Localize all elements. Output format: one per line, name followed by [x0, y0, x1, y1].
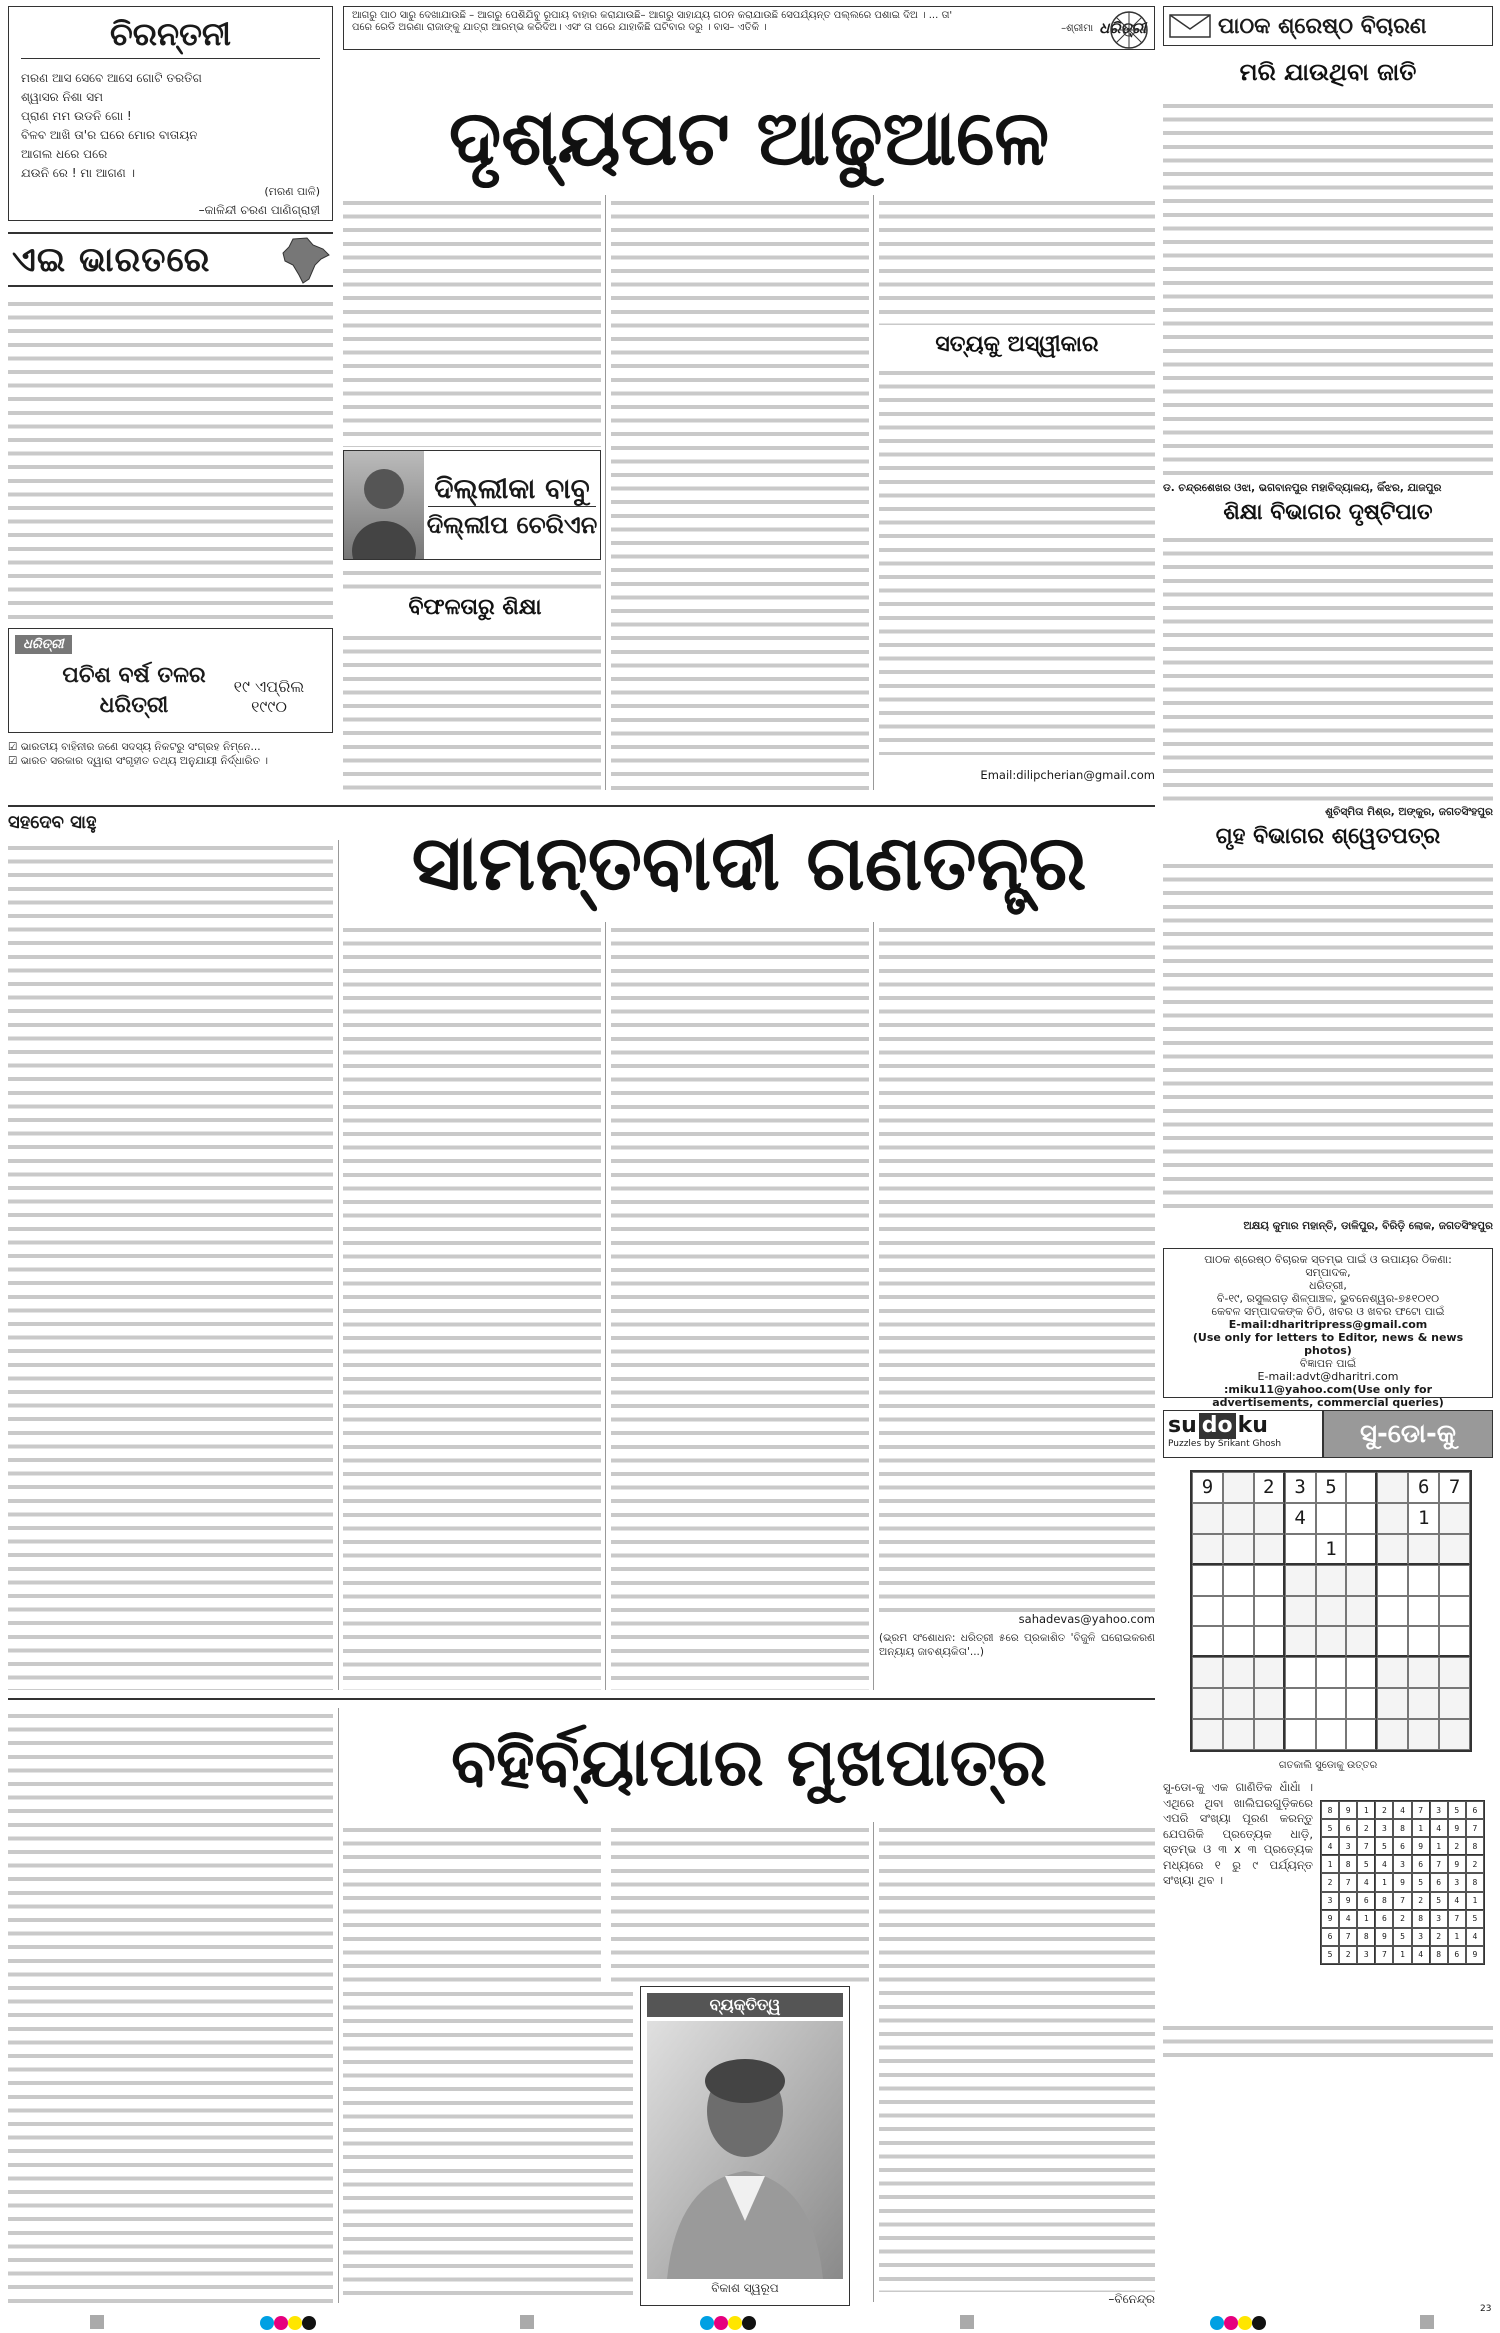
- sudoku-cell: 7: [1357, 1837, 1375, 1855]
- sudoku-cell[interactable]: [1223, 1534, 1254, 1565]
- yellow-dot: [1238, 2316, 1252, 2330]
- cyan-dot: [260, 2316, 274, 2330]
- sudoku-cell: 2: [1393, 1910, 1411, 1928]
- sudoku-cell[interactable]: [1285, 1626, 1316, 1657]
- sudoku-cell: 4: [1357, 1873, 1375, 1891]
- sudoku-cell[interactable]: [1316, 1503, 1347, 1534]
- sudoku-cell[interactable]: [1316, 1688, 1347, 1719]
- lead-column-1: [343, 195, 601, 447]
- sudoku-cell: 5: [1466, 1910, 1484, 1928]
- sudoku-logo-ku: ku: [1237, 1413, 1268, 1438]
- sahadeba-col-1: [8, 840, 333, 1690]
- sudoku-cell[interactable]: [1408, 1596, 1439, 1627]
- sudoku-logo-do: do: [1199, 1413, 1236, 1439]
- bottom-col-3: [611, 1822, 869, 1982]
- sudoku-cell[interactable]: [1192, 1596, 1223, 1627]
- bottom-headline: ବହିର୍ବ୍ୟାପାର ମୁଖପାତ୍ର: [451, 1724, 1047, 1801]
- sudoku-cell: 2: [1321, 1873, 1339, 1891]
- sudoku-cell: 2: [1448, 1837, 1466, 1855]
- byline: ଦିଲ୍ଲୀପ ଚେରିଏନ: [426, 510, 598, 539]
- sudoku-cell: 6: [1466, 1801, 1484, 1819]
- sudoku-cell: 8: [1466, 1837, 1484, 1855]
- sudoku-cell[interactable]: [1377, 1596, 1408, 1627]
- sun-wheel-icon: [1104, 8, 1154, 52]
- sudoku-cell[interactable]: [1254, 1657, 1285, 1688]
- sudoku-cell[interactable]: [1192, 1503, 1223, 1534]
- sudoku-cell[interactable]: [1377, 1472, 1408, 1503]
- columnist-box: [343, 450, 601, 560]
- letter1-title: ମରି ଯାଉଥିବା ଜାତି: [1239, 58, 1417, 86]
- sudoku-cell[interactable]: [1316, 1657, 1347, 1688]
- sudoku-cell: 4: [1448, 1892, 1466, 1910]
- sudoku-cell: 9: [1321, 1910, 1339, 1928]
- sudoku-cell[interactable]: [1346, 1596, 1377, 1627]
- lead-column-3: [879, 195, 1155, 325]
- poem-line: ଶ୍ୱାସର ନିଶା ସମ: [21, 90, 104, 104]
- sudoku-cell[interactable]: 1: [1316, 1534, 1347, 1565]
- sudoku-credit: Puzzles by Srikant Ghosh: [1168, 1439, 1282, 1449]
- yellow-dot: [728, 2316, 742, 2330]
- sudoku-notice: [1163, 2020, 1493, 2066]
- masthead-quote-box: [343, 6, 1155, 50]
- bottom-col-2b: [343, 1986, 633, 2303]
- sudoku-cell: 7: [1448, 1910, 1466, 1928]
- sudoku-cell: 8: [1321, 1801, 1339, 1819]
- sudoku-cell[interactable]: [1439, 1626, 1470, 1657]
- sudoku-cell[interactable]: [1377, 1626, 1408, 1657]
- sudoku-cell: 3: [1357, 1946, 1375, 1964]
- color-dots: [260, 2315, 316, 2333]
- sudoku-cell: 7: [1412, 1801, 1430, 1819]
- letter2-sign: ଶୁଚିସ୍ମିତା ମିଶ୍ର, ଅଙ୍କୁର, ଜଗତସିଂହପୁର: [1325, 806, 1493, 818]
- anniv-date: ୧୯ ଏପ୍ରିଲ ୧୯୯୦: [233, 677, 305, 716]
- sudoku-cell[interactable]: [1346, 1719, 1377, 1750]
- sudoku-cell: 1: [1357, 1801, 1375, 1819]
- sudoku-cell[interactable]: [1346, 1565, 1377, 1596]
- sudoku-cell: 5: [1357, 1855, 1375, 1873]
- lead-column-3b: [879, 365, 1155, 755]
- sudoku-cell: 9: [1412, 1837, 1430, 1855]
- profile-photo-box: [640, 1986, 850, 2306]
- contact-line: କେବଳ ସମ୍ପାଦକଙ୍କ ଚିଠି, ଖବର ଓ ଖବର ଫଟୋ ପାଇଁ: [1211, 1305, 1445, 1318]
- sudoku-cell: 9: [1375, 1928, 1393, 1946]
- sudoku-cell[interactable]: [1377, 1688, 1408, 1719]
- sudoku-cell[interactable]: [1254, 1688, 1285, 1719]
- sudoku-title: ସୁ-ଡୋ-କୁ: [1323, 1410, 1493, 1458]
- grey-swatch: [1420, 2315, 1434, 2329]
- contact-paper: ଧରିତ୍ରୀ,: [1309, 1279, 1347, 1292]
- sudoku-cell[interactable]: [1223, 1626, 1254, 1657]
- letter1-body: [1163, 98, 1493, 480]
- sudoku-cell[interactable]: 2: [1254, 1472, 1285, 1503]
- sudoku-cell: 3: [1321, 1892, 1339, 1910]
- sudoku-cell: 8: [1393, 1819, 1411, 1837]
- sudoku-cell[interactable]: [1408, 1719, 1439, 1750]
- contact-email-editor[interactable]: E-mail:dharitripress@gmail.com: [1228, 1318, 1428, 1331]
- sudoku-cell[interactable]: [1192, 1688, 1223, 1719]
- profile-caption: ବିକାଶ ସ୍ୱରୂପ: [711, 2281, 779, 2295]
- profile-photo: [647, 2021, 843, 2279]
- anniversary-box: [8, 628, 333, 733]
- letter3-sign: ଅକ୍ଷୟ କୁମାର ମହାନ୍ତି, ଡାଳିପୁର, ବିରିଡ଼ି ଲୋକ, ଜଗତସିଂହପୁର: [1243, 1220, 1493, 1232]
- sudoku-cell: 1: [1321, 1855, 1339, 1873]
- sudoku-cell[interactable]: [1439, 1534, 1470, 1565]
- color-dots: [1210, 2315, 1266, 2333]
- sudoku-cell[interactable]: [1192, 1719, 1223, 1750]
- sudoku-cell: 2: [1339, 1946, 1357, 1964]
- bottom-col-2a: [343, 1822, 601, 1982]
- sudoku-cell: 4: [1375, 1855, 1393, 1873]
- section-title: ଏଇ ଭାରତରେ: [12, 239, 211, 280]
- sudoku-cell: 6: [1393, 1837, 1411, 1855]
- sudoku-cell[interactable]: [1192, 1657, 1223, 1688]
- sudoku-cell: 3: [1412, 1928, 1430, 1946]
- sahadeba-correction: (ଭ୍ରମ ସଂଶୋଧନ: ଧରିତ୍ରୀ ୫ରେ ପ୍ରକାଶିତ 'ବିଜୁଳି ଘରୋଇକରଣ ଅନ୍ୟାୟ ଜାବଶ୍ୟକିତା'...): [879, 1632, 1155, 1658]
- sudoku-cell: 3: [1339, 1837, 1357, 1855]
- sudoku-header: [1163, 1410, 1493, 1458]
- sudoku-cell[interactable]: 5: [1316, 1472, 1347, 1503]
- sudoku-cell: 5: [1430, 1892, 1448, 1910]
- sahadeba-email: sahadevas@yahoo.com: [1018, 1612, 1155, 1626]
- sudoku-cell[interactable]: [1285, 1565, 1316, 1596]
- sudoku-cell: 1: [1375, 1873, 1393, 1891]
- sudoku-cell: 1: [1357, 1910, 1375, 1928]
- sudoku-cell[interactable]: [1408, 1657, 1439, 1688]
- sudoku-cell[interactable]: [1377, 1719, 1408, 1750]
- grey-swatch: [960, 2315, 974, 2329]
- bottom-author: –ବିନେନ୍ଦ୍ର: [1108, 2292, 1155, 2306]
- sudoku-cell: 7: [1466, 1819, 1484, 1837]
- anniv-brand: ଧରିତ୍ରୀ: [15, 635, 72, 654]
- letter1-sign: ଡ. ଚନ୍ଦ୍ରଶେଖର ଓଝା, ଭଗବାନପୁର ମହାବିଦ୍ୟାଳୟ, କିଁଝର, ଯାଜପୁର: [1163, 482, 1442, 494]
- sudoku-cell[interactable]: [1439, 1719, 1470, 1750]
- sudoku-cell[interactable]: [1254, 1719, 1285, 1750]
- checkbox-icon: ☑: [8, 755, 18, 767]
- sudoku-cell: 3: [1430, 1801, 1448, 1819]
- sudoku-cell[interactable]: [1254, 1565, 1285, 1596]
- columnist-photo: [344, 451, 424, 559]
- sudoku-cell[interactable]: 6: [1408, 1472, 1439, 1503]
- sudoku-cell: 2: [1375, 1801, 1393, 1819]
- contact-note-editor: (Use only for letters to Editor, news & news photos): [1192, 1331, 1464, 1357]
- sudoku-cell: 8: [1375, 1892, 1393, 1910]
- sudoku-cell[interactable]: [1285, 1719, 1316, 1750]
- sudoku-cell: 5: [1321, 1819, 1339, 1837]
- sudoku-cell[interactable]: [1439, 1688, 1470, 1719]
- sudoku-answer-grid: [1320, 1800, 1485, 1965]
- sudoku-cell: 5: [1375, 1837, 1393, 1855]
- sudoku-cell[interactable]: [1192, 1626, 1223, 1657]
- sudoku-cell[interactable]: [1316, 1596, 1347, 1627]
- poem-line: ମରଣ ଆସ ସେବେ ଆସେ ଗୋଟି ତରତିଗ: [21, 71, 202, 85]
- sahadeba-headline: ସାମନ୍ତବାଦୀ ଗଣତନ୍ତ୍ର: [411, 818, 1087, 907]
- sudoku-cell: 6: [1448, 1946, 1466, 1964]
- masthead-quote-author: –ଶ୍ରୀମା: [1061, 22, 1094, 34]
- anniv-note: ☑ ଭାରତୀୟ ବାହିନୀର ଜଣେ ସଦସ୍ୟ ନିକଟରୁ ସଂଗ୍ରହ ନିମ୍ନେ...: [8, 741, 261, 753]
- black-dot: [302, 2316, 316, 2330]
- bottom-col-1: [8, 1708, 333, 2303]
- poem-box: [8, 6, 333, 221]
- sudoku-logo-su: su: [1168, 1413, 1197, 1438]
- envelope-icon: [1168, 11, 1212, 41]
- sudoku-cell: 9: [1448, 1819, 1466, 1837]
- yellow-dot: [288, 2316, 302, 2330]
- sudoku-cell: 1: [1430, 1837, 1448, 1855]
- sudoku-cell: 2: [1357, 1819, 1375, 1837]
- sudoku-cell: 8: [1357, 1928, 1375, 1946]
- sudoku-cell[interactable]: [1316, 1719, 1347, 1750]
- sudoku-cell: 4: [1412, 1946, 1430, 1964]
- sudoku-cell: 9: [1339, 1801, 1357, 1819]
- sudoku-cell: 6: [1357, 1892, 1375, 1910]
- black-dot: [742, 2316, 756, 2330]
- magenta-dot: [714, 2316, 728, 2330]
- sudoku-cell[interactable]: [1408, 1688, 1439, 1719]
- sudoku-cell[interactable]: [1223, 1596, 1254, 1627]
- cyan-dot: [700, 2316, 714, 2330]
- sudoku-cell[interactable]: [1408, 1626, 1439, 1657]
- sudoku-cell[interactable]: [1377, 1565, 1408, 1596]
- sudoku-cell[interactable]: [1439, 1596, 1470, 1627]
- sudoku-cell: 7: [1430, 1855, 1448, 1873]
- magenta-dot: [1224, 2316, 1238, 2330]
- anniv-note: ☑ ଭାରତ ସରକାର ଦ୍ୱାରା ସଂଗୃହୀତ ତଥ୍ୟ ଅନୁଯାୟୀ ନିର୍ଦ୍ଧାରିତ ।: [8, 755, 269, 767]
- poem-title: ଚିରନ୍ତନୀ: [21, 15, 320, 59]
- sudoku-cell: 6: [1339, 1819, 1357, 1837]
- letter2-title: ଶିକ୍ଷା ବିଭାଗର ଦୃଷ୍ଟିପାତ: [1223, 500, 1433, 525]
- ei-bharatare-body: [8, 296, 333, 621]
- sudoku-cell: 1: [1466, 1892, 1484, 1910]
- letters-header: [1163, 6, 1493, 46]
- contact-note-advt: advertisements, commercial queries): [1212, 1396, 1444, 1409]
- sudoku-cell[interactable]: [1377, 1657, 1408, 1688]
- poem-line: ପ୍ରାଣ ମମ ଉଡନି ଗୋ !: [21, 109, 132, 123]
- sudoku-cell: 6: [1375, 1910, 1393, 1928]
- sudoku-cell[interactable]: 9: [1192, 1472, 1223, 1503]
- sudoku-cell: 2: [1412, 1892, 1430, 1910]
- lead-email: Email:dilipcherian@gmail.com: [980, 768, 1155, 782]
- profile-label: ବ୍ୟକ୍ତିତ୍ୱ: [647, 1993, 843, 2017]
- column-name: ଦିଲ୍ଲୀକା ବାବୁ: [428, 472, 596, 507]
- sudoku-cell: 6: [1321, 1928, 1339, 1946]
- lead-column-1c: [343, 630, 601, 790]
- sahadeba-author: ସହଦେବ ସାହୁ: [8, 812, 97, 833]
- contact-address: ବି-୧୯, ରସୁଲଗଡ଼ ଶିଳ୍ପାଞ୍ଚଳ, ଭୁବନେଶ୍ୱର-୭୫୧୦୧୦: [1216, 1292, 1440, 1305]
- sahadeba-col-3: [611, 922, 869, 1690]
- sudoku-answer-label: ଗତକାଲି ସୁଡୋକୁ ଉତ୍ତର: [1278, 1760, 1378, 1771]
- sudoku-cell[interactable]: [1346, 1626, 1377, 1657]
- sudoku-cell: 3: [1448, 1873, 1466, 1891]
- sudoku-cell: 1: [1393, 1946, 1411, 1964]
- sudoku-cell[interactable]: 3: [1285, 1472, 1316, 1503]
- lead-column-2: [611, 195, 869, 790]
- sudoku-cell: 3: [1393, 1855, 1411, 1873]
- sudoku-cell: 5: [1412, 1873, 1430, 1891]
- sudoku-cell: 8: [1339, 1855, 1357, 1873]
- poem-line: ଆଗଲ ଧରେ ପରେ: [21, 147, 108, 161]
- sudoku-cell: 4: [1466, 1928, 1484, 1946]
- sudoku-cell: 4: [1339, 1910, 1357, 1928]
- page-number: 23: [1480, 2304, 1492, 2314]
- ei-bharatare-banner: [8, 232, 333, 287]
- sudoku-cell[interactable]: [1192, 1565, 1223, 1596]
- sudoku-cell[interactable]: [1408, 1565, 1439, 1596]
- letter3-body: [1163, 858, 1493, 1216]
- sudoku-cell: 7: [1393, 1892, 1411, 1910]
- contact-ad-label: ବିଜ୍ଞାପନ ପାଇଁ: [1299, 1357, 1357, 1370]
- sudoku-cell[interactable]: [1254, 1596, 1285, 1627]
- sudoku-cell[interactable]: [1439, 1503, 1470, 1534]
- sudoku-cell[interactable]: [1316, 1626, 1347, 1657]
- sudoku-cell: 9: [1339, 1892, 1357, 1910]
- sudoku-cell: 6: [1412, 1855, 1430, 1873]
- grey-swatch: [90, 2315, 104, 2329]
- sudoku-cell[interactable]: [1285, 1596, 1316, 1627]
- sudoku-cell: 2: [1430, 1928, 1448, 1946]
- sudoku-cell: 9: [1393, 1873, 1411, 1891]
- sahadeba-col-4: [879, 922, 1155, 1612]
- sudoku-cell[interactable]: [1408, 1534, 1439, 1565]
- sudoku-cell[interactable]: [1223, 1503, 1254, 1534]
- dharitri-brand: ଧରିତ୍ରୀ: [1099, 19, 1146, 37]
- poem-source: (ମରଣ ପାଳି): [264, 185, 320, 198]
- sudoku-cell: 5: [1321, 1946, 1339, 1964]
- sudoku-cell[interactable]: [1254, 1534, 1285, 1565]
- checkbox-icon: ☑: [8, 741, 18, 753]
- sudoku-cell[interactable]: [1316, 1565, 1347, 1596]
- sudoku-cell[interactable]: [1223, 1657, 1254, 1688]
- letter3-title: ଗୃହ ବିଭାଗର ଶ୍ୱେତପତ୍ର: [1215, 824, 1441, 849]
- sudoku-cell: 7: [1339, 1873, 1357, 1891]
- sudoku-cell: 8: [1430, 1946, 1448, 1964]
- sudoku-cell[interactable]: [1439, 1565, 1470, 1596]
- sudoku-cell[interactable]: [1285, 1688, 1316, 1719]
- poem-author: –କାଳିନ୍ଦୀ ଚରଣ ପାଣିଗ୍ରାହୀ: [198, 203, 320, 217]
- sudoku-cell[interactable]: [1439, 1657, 1470, 1688]
- sudoku-cell[interactable]: [1346, 1503, 1377, 1534]
- sudoku-cell[interactable]: [1223, 1565, 1254, 1596]
- sudoku-cell: 7: [1339, 1928, 1357, 1946]
- cyan-dot: [1210, 2316, 1224, 2330]
- sudoku-cell: 3: [1430, 1910, 1448, 1928]
- sudoku-cell: 9: [1448, 1855, 1466, 1873]
- sudoku-cell: 5: [1393, 1928, 1411, 1946]
- sudoku-cell: 1: [1412, 1819, 1430, 1837]
- sudoku-cell[interactable]: [1346, 1534, 1377, 1565]
- sudoku-cell: 8: [1466, 1873, 1484, 1891]
- sudoku-cell: 7: [1375, 1946, 1393, 1964]
- sudoku-cell[interactable]: [1223, 1719, 1254, 1750]
- anniv-title: ପଚିଶ ବର୍ଷ ତଳର ଧରିତ୍ରୀ: [62, 663, 206, 718]
- sudoku-cell[interactable]: [1346, 1472, 1377, 1503]
- print-registration-marks: [0, 2304, 1500, 2332]
- contact-box: [1163, 1248, 1493, 1409]
- sudoku-cell: 1: [1448, 1928, 1466, 1946]
- color-dots: [700, 2315, 756, 2333]
- sudoku-cell[interactable]: [1285, 1657, 1316, 1688]
- contact-org: ସମ୍ପାଦକ,: [1305, 1266, 1351, 1279]
- poem-line: ବିଳବ ଆଖି ତା'ର ଘରେ ମୋର ବାତାୟନ: [21, 128, 198, 142]
- sudoku-cell: 9: [1466, 1946, 1484, 1964]
- contact-intro: ପାଠକ ଶ୍ରେଷ୍ଠ ବିଚାରକ ସ୍ତମ୍ଭ ପାଇଁ ଓ ଉପାୟର ଠିକଣା:: [1204, 1253, 1452, 1266]
- bottom-col-4: [879, 1822, 1155, 2292]
- letters-title: ପାଠକ ଶ୍ରେଷ୍ଠ ବିଚାରଣ: [1218, 13, 1427, 39]
- sudoku-cell[interactable]: [1346, 1657, 1377, 1688]
- sudoku-cell: 3: [1375, 1819, 1393, 1837]
- sudoku-cell[interactable]: [1377, 1503, 1408, 1534]
- magenta-dot: [274, 2316, 288, 2330]
- poem-line: ଯଉନି ରେ ! ମା ଆଗଣ ।: [21, 166, 135, 180]
- sudoku-cell: 4: [1393, 1801, 1411, 1819]
- sudoku-cell: 5: [1448, 1801, 1466, 1819]
- sudoku-cell[interactable]: [1285, 1534, 1316, 1565]
- sudoku-cell[interactable]: [1377, 1534, 1408, 1565]
- sudoku-cell[interactable]: [1223, 1472, 1254, 1503]
- contact-email-advt[interactable]: E-mail:advt@dharitri.com: [1257, 1370, 1399, 1383]
- sahadeba-col-2: [343, 922, 601, 1690]
- letter2-body: [1163, 532, 1493, 802]
- sudoku-rules: ସୁ-ଡୋ-କୁ ଏକ ଗାଣିତିକ ଧାଁଧାଁ । ଏଥିରେ ଥିବା ଖାଲିଘରଗୁଡ଼ିକରେ ଏପରି ସଂଖ୍ୟା ପୂରଣ କରନ୍ତୁ ଯେପରିକି ପ୍ରତ୍ୟେକ ଧାଡ଼ି, ସ୍ତମ୍ଭ ଓ ୩ x ୩ ପ୍ରତ୍ୟେକ ମଧ୍ୟରେ ୧ ରୁ ୯ ପର୍ଯ୍ୟନ୍ତ ସଂଖ୍ୟା ଥିବ ।: [1163, 1780, 1313, 1887]
- sudoku-cell[interactable]: [1254, 1626, 1285, 1657]
- sudoku-cell[interactable]: 7: [1439, 1472, 1470, 1503]
- sudoku-cell: 8: [1412, 1910, 1430, 1928]
- contact-email-yahoo[interactable]: :miku11@yahoo.com(Use only for: [1223, 1383, 1433, 1396]
- sudoku-cell[interactable]: 4: [1285, 1503, 1316, 1534]
- sudoku-cell[interactable]: 1: [1408, 1503, 1439, 1534]
- sudoku-cell: 4: [1430, 1819, 1448, 1837]
- black-dot: [1252, 2316, 1266, 2330]
- sudoku-cell[interactable]: [1192, 1534, 1223, 1565]
- sudoku-cell: 2: [1466, 1855, 1484, 1873]
- grey-swatch: [520, 2315, 534, 2329]
- india-map-icon: [273, 235, 333, 285]
- sudoku-cell[interactable]: [1254, 1503, 1285, 1534]
- lead-headline: ଦୃଶ୍ୟପଟ ଆଢୁଆଳେ: [448, 93, 1050, 182]
- sudoku-cell[interactable]: [1346, 1688, 1377, 1719]
- lead-column-1b: [343, 565, 601, 595]
- lead-subhead-truth: ସତ୍ୟକୁ ଅସ୍ୱୀକାର: [935, 332, 1099, 357]
- sudoku-cell: 6: [1430, 1873, 1448, 1891]
- sudoku-grid: [1190, 1470, 1472, 1752]
- sudoku-cell: 4: [1321, 1837, 1339, 1855]
- lead-subhead-failure: ବିଫଳତାରୁ ଶିକ୍ଷା: [408, 595, 542, 620]
- sudoku-cell[interactable]: [1223, 1688, 1254, 1719]
- masthead-quote: ଆଗରୁ ପାଠ ସାରୁ ଦେଖାଯାଉଛି – ଆଗରୁ ପେଶିଯିବୁ ରୂପାୟ ବାହାର କରାଯାଉଛି– ଆଗରୁ ସାହାଯ୍ୟ ଗଠନ କରାଯାଉଛି ସେପର୍ଯ୍ୟନ୍ତ ପଲ୍ଲରେ ପଶାଇ ଦିଅ । ... ତା' ପରେ ରେଡି ଅରଣା ରାଜାଙ୍କୁ ଯାତ୍ରା ଆରମ୍ଭ କରିଦିଅ। ଏସଂ ତା ପରେ ଯାହାକିଛି ଘଟିବାର ଦରୁ । ବାସ– ଏତିକି ।: [352, 10, 953, 33]
